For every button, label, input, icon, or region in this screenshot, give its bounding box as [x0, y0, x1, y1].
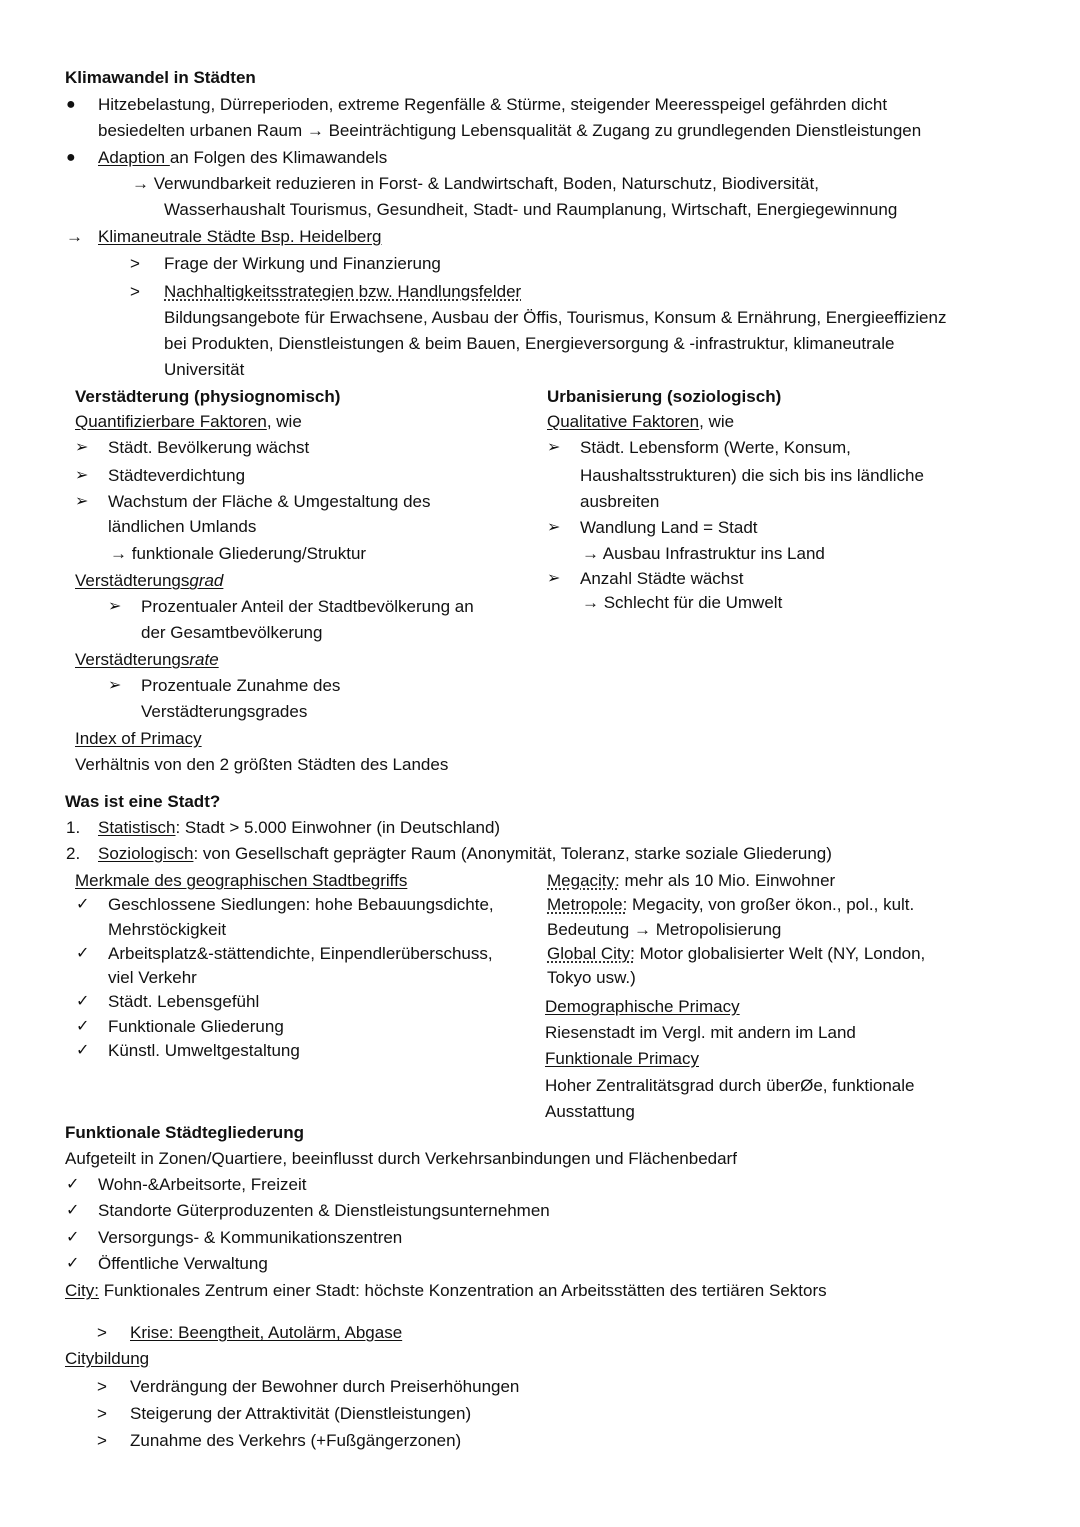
verst-b1: Städt. Bevölkerung wächst	[108, 438, 310, 457]
check-icon: ✓	[66, 1176, 80, 1193]
citybildung-3: Zunahme des Verkehrs (+Fußgängerzonen)	[130, 1431, 462, 1450]
urban-b2-arrow: → Ausbau Infrastruktur ins Land	[582, 544, 825, 563]
funktionale-primacy-line1: Hoher Zentralitätsgrad durch überØe, funktionale	[545, 1076, 915, 1095]
check-icon: ✓	[66, 1202, 80, 1219]
grad-line2: der Gesamtbevölkerung	[141, 623, 323, 642]
verst-b3-line2: ländlichen Umlands	[108, 517, 257, 536]
arrowhead-icon: ➢	[547, 439, 561, 456]
stadt-soziologisch: Soziologisch: von Gesellschaft geprägter Raum (Anonymität, Toleranz, starke soziale Gliederung)	[98, 844, 832, 863]
urban-b2: Wandlung Land = Stadt	[580, 518, 758, 537]
check-icon: ✓	[76, 1042, 90, 1059]
heading-funktionale-staedtegliederung: Funktionale Städtegliederung	[65, 1123, 304, 1142]
check-icon: ✓	[76, 945, 90, 962]
grad-line1: Prozentualer Anteil der Stadtbevölkerung an	[141, 597, 474, 616]
verstaedterungsgrad: Verstädterungsgrad	[75, 571, 224, 590]
arrowhead-icon: ➢	[547, 519, 561, 536]
check-icon: ✓	[76, 993, 90, 1010]
metropole-def: Metropole: Megacity, von großer ökon., pol., kult.	[547, 895, 915, 914]
merkmal-4: Funktionale Gliederung	[108, 1017, 284, 1036]
funktional-c2: Standorte Güterproduzenten & Dienstleistungsunternehmen	[98, 1201, 550, 1220]
krise-text: Krise: Beengtheit, Autolärm, Abgase	[130, 1323, 403, 1342]
arrowhead-icon: ➢	[75, 493, 89, 510]
megacity-def: Megacity: mehr als 10 Mio. Einwohner	[547, 871, 836, 890]
funktionale-primacy: Funktionale Primacy	[545, 1049, 700, 1068]
citybildung-1: Verdrängung der Bewohner durch Preiserhöhungen	[130, 1377, 520, 1396]
arrowhead-icon: ➢	[108, 598, 122, 615]
klima-bullet2: Adaption an Folgen des Klimawandels	[98, 148, 388, 167]
funktional-intro: Aufgeteilt in Zonen/Quartiere, beeinflusst durch Verkehrsanbindungen und Flächenbedarf	[65, 1149, 737, 1168]
heading-verstaedterung: Verstädterung (physiognomisch)	[75, 387, 341, 406]
adaption-link: Adaption	[98, 148, 170, 167]
klima-sub2-line1: Bildungsangebote für Erwachsene, Ausbau der Öffis, Tourismus, Konsum & Ernährung, Energieeffizienz	[164, 308, 947, 327]
klima-sub2-line2: bei Produkten, Dienstleistungen & beim Bauen, Energieversorgung & -infrastruktur, klimaneutrale	[164, 334, 895, 353]
arrowhead-icon: ➢	[108, 677, 122, 694]
gt-icon: >	[130, 254, 140, 273]
klima-sub2: Nachhaltigkeitsstrategien bzw. Handlungsfelder	[164, 282, 522, 301]
city-def: City: Funktionales Zentrum einer Stadt: höchste Konzentration an Arbeitsstätten des tertiären Sektors	[65, 1281, 827, 1300]
number-1: 1.	[66, 818, 81, 837]
merkmal-1-line2: Mehrstöckigkeit	[108, 920, 227, 939]
verst-b2: Städteverdichtung	[108, 466, 246, 485]
urban-b1-line2: Haushaltsstrukturen) die sich bis ins ländliche	[580, 466, 924, 485]
quant-faktoren: Quantifizierbare Faktoren, wie	[75, 412, 302, 431]
global-city-def-line2: Tokyo usw.)	[547, 968, 636, 987]
funktional-c4: Öffentliche Verwaltung	[98, 1254, 268, 1273]
merkmal-5: Künstl. Umweltgestaltung	[108, 1041, 300, 1060]
demographische-primacy: Demographische Primacy	[545, 997, 740, 1016]
gt-icon: >	[97, 1431, 107, 1450]
merkmal-1-line1: Geschlossene Siedlungen: hohe Bebauungsdichte,	[108, 895, 494, 914]
bullet-dot: ●	[66, 149, 76, 166]
merkmal-2-line2: viel Verkehr	[108, 968, 197, 987]
number-2: 2.	[66, 844, 81, 863]
gt-icon: >	[97, 1377, 107, 1396]
klima-sub1: Frage der Wirkung und Finanzierung	[164, 254, 441, 273]
verst-b3-line1: Wachstum der Fläche & Umgestaltung des	[108, 492, 431, 511]
funktional-c3: Versorgungs- & Kommunikationszentren	[98, 1228, 403, 1247]
klima-bullet1-line2: besiedelten urbanen Raum → Beeinträchtigung Lebensqualität & Zugang zu grundlegenden Dienstleistungen	[98, 121, 922, 140]
index-text: Verhältnis von den 2 größten Städten des Landes	[75, 755, 449, 774]
klima-bullet1-line1: Hitzebelastung, Dürreperioden, extreme Regenfälle & Stürme, steigender Meeresspeigel gefährden dicht	[98, 95, 888, 114]
funktional-c1: Wohn-&Arbeitsorte, Freizeit	[98, 1175, 307, 1194]
urban-b3: Anzahl Städte wächst	[580, 569, 744, 588]
qual-faktoren: Qualitative Faktoren, wie	[547, 412, 735, 431]
stadt-statistisch: Statistisch: Stadt > 5.000 Einwohner (in Deutschland)	[98, 818, 501, 837]
arrowhead-icon: ➢	[75, 439, 89, 456]
merkmal-3: Städt. Lebensgefühl	[108, 992, 260, 1011]
verstaedterungsrate: Verstädterungsrate	[75, 650, 219, 669]
arrow-icon: →	[66, 227, 83, 246]
urban-b3-arrow: → Schlecht für die Umwelt	[582, 593, 783, 612]
gt-icon: >	[130, 282, 140, 301]
bullet-dot: ●	[66, 96, 76, 113]
funktionale-primacy-line2: Ausstattung	[545, 1102, 635, 1121]
klima-sub2-line3: Universität	[164, 360, 245, 379]
citybildung-heading: Citybildung	[65, 1349, 150, 1368]
gt-icon: >	[97, 1404, 107, 1423]
merkmal-2-line1: Arbeitsplatz&-stättendichte, Einpendlerüberschuss,	[108, 944, 493, 963]
klima-arrow1-line2: Wasserhaushalt Tourismus, Gesundheit, Stadt- und Raumplanung, Wirtschaft, Energiegewinnung	[164, 200, 898, 219]
verst-b3-arrow: → funktionale Gliederung/Struktur	[110, 544, 367, 563]
urban-b1-line1: Städt. Lebensform (Werte, Konsum,	[580, 438, 851, 457]
urban-b1-line3: ausbreiten	[580, 492, 660, 511]
metropole-def-line2: Bedeutung → Metropolisierung	[547, 920, 782, 939]
klimaneutrale-staedte: Klimaneutrale Städte Bsp. Heidelberg	[98, 227, 382, 246]
index-of-primacy: Index of Primacy	[75, 729, 202, 748]
citybildung-2: Steigerung der Attraktivität (Dienstleistungen)	[130, 1404, 472, 1423]
heading-urbanisierung: Urbanisierung (soziologisch)	[547, 387, 782, 406]
demographische-primacy-text: Riesenstadt im Vergl. mit andern im Land	[545, 1023, 856, 1042]
arrowhead-icon: ➢	[547, 570, 561, 587]
merkmale-heading: Merkmale des geographischen Stadtbegriffs	[75, 871, 408, 890]
gt-icon: >	[97, 1323, 107, 1342]
heading-was-ist-eine-stadt: Was ist eine Stadt?	[65, 792, 221, 811]
global-city-def: Global City: Motor globalisierter Welt (NY, London,	[547, 944, 926, 963]
check-icon: ✓	[76, 896, 90, 913]
heading-klimawandel: Klimawandel in Städten	[65, 68, 256, 87]
rate-line1: Prozentuale Zunahme des	[141, 676, 341, 695]
check-icon: ✓	[76, 1018, 90, 1035]
rate-line2: Verstädterungsgrades	[141, 702, 308, 721]
arrowhead-icon: ➢	[75, 467, 89, 484]
klima-arrow1-line1: → Verwundbarkeit reduzieren in Forst- & Landwirtschaft, Boden, Naturschutz, Biodiversität,	[132, 174, 819, 193]
check-icon: ✓	[66, 1255, 80, 1272]
check-icon: ✓	[66, 1229, 80, 1246]
